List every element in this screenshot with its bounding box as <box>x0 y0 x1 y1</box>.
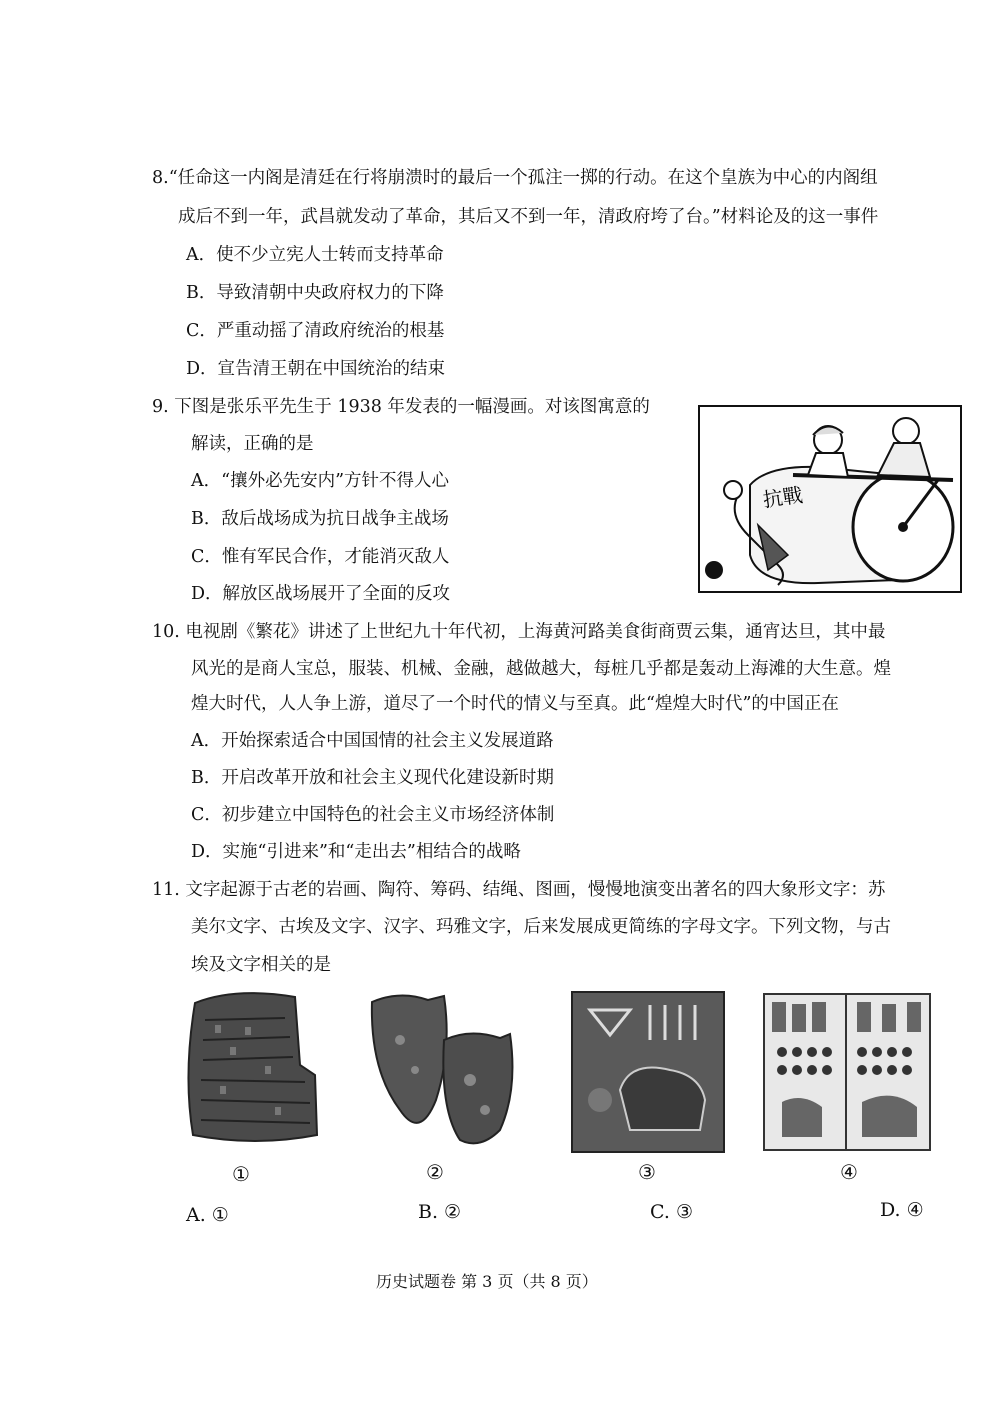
q10-stem-line1: 10. 电视剧《繁花》讲述了上世纪九十年代初，上海黄河路美食街商贾云集，通宵达旦，其中最 <box>152 622 886 642</box>
q11-option-c: C. ③ <box>650 1201 693 1223</box>
q11-stem-line3: 埃及文字相关的是 <box>191 955 331 975</box>
q11-option-a: A. ① <box>186 1204 229 1226</box>
q9-stem-line2: 解读，正确的是 <box>191 434 314 454</box>
q9-cartoon-image <box>698 405 962 593</box>
q11-option-d: D. ④ <box>880 1199 924 1221</box>
artifact-3-relief-image <box>570 990 726 1154</box>
q10-option-b: B．开启改革开放和社会主义现代化建设新时期 <box>191 768 554 788</box>
artifact-2-palette-image <box>360 990 520 1150</box>
q11-stem-line2: 美尔文字、古埃及文字、汉字、玛雅文字，后来发展成更简练的字母文字。下列文物，与古 <box>191 917 891 937</box>
q9-option-c: C．惟有军民合作，才能消灭敌人 <box>191 547 450 567</box>
q8-stem-line2: 成后不到一年，武昌就发动了革命，其后又不到一年，清政府垮了台。”材料论及的这一事件 <box>178 207 879 227</box>
artifact-2-label: ② <box>426 1160 444 1184</box>
q8-stem-line1: 8.“任命这一内阁是清廷在行将崩溃时的最后一个孤注一掷的行动。在这个皇族为中心的内阁组 <box>152 168 878 188</box>
q11-option-b: B. ② <box>418 1201 462 1223</box>
q9-option-b: B．敌后战场成为抗日战争主战场 <box>191 509 449 529</box>
q8-option-c: C．严重动摇了清政府统治的根基 <box>186 321 445 341</box>
q11-stem-line1: 11. 文字起源于古老的岩画、陶符、筹码、结绳、图画，慢慢地演变出著名的四大象形文字：苏 <box>152 880 886 900</box>
page-footer: 历史试题卷 第 3 页（共 8 页） <box>376 1272 598 1291</box>
q10-option-d: D．实施“引进来”和“走出去”相结合的战略 <box>191 842 521 862</box>
artifact-4-label: ④ <box>840 1160 858 1184</box>
q8-option-b: B．导致清朝中央政府权力的下降 <box>186 283 444 303</box>
q8-option-a: A．使不少立宪人士转而支持革命 <box>186 245 444 265</box>
q9-option-a: A．“攘外必先安内”方针不得人心 <box>191 471 450 491</box>
q9-option-d: D．解放区战场展开了全面的反攻 <box>191 584 451 604</box>
q10-option-a: A．开始探索适合中国国情的社会主义发展道路 <box>191 731 554 751</box>
artifact-1-clay-tablet-image <box>175 985 323 1150</box>
q10-stem-line2: 风光的是商人宝总，服装、机械、金融，越做越大，每桩几乎都是轰动上海滩的大生意。煌 <box>191 659 891 679</box>
q8-option-d: D．宣告清王朝在中国统治的结束 <box>186 359 446 379</box>
q10-stem-line3: 煌大时代，人人争上游，道尽了一个时代的情义与至真。此“煌煌大时代”的中国正在 <box>191 694 839 714</box>
q10-option-c: C．初步建立中国特色的社会主义市场经济体制 <box>191 805 555 825</box>
q9-cartoon-text: 抗戰 <box>761 482 805 512</box>
artifact-4-codex-image <box>762 992 932 1152</box>
q9-stem-line1: 9. 下图是张乐平先生于 1938 年发表的一幅漫画。对该图寓意的 <box>152 397 650 417</box>
artifact-1-label: ① <box>232 1162 250 1186</box>
artifact-3-label: ③ <box>638 1160 656 1184</box>
